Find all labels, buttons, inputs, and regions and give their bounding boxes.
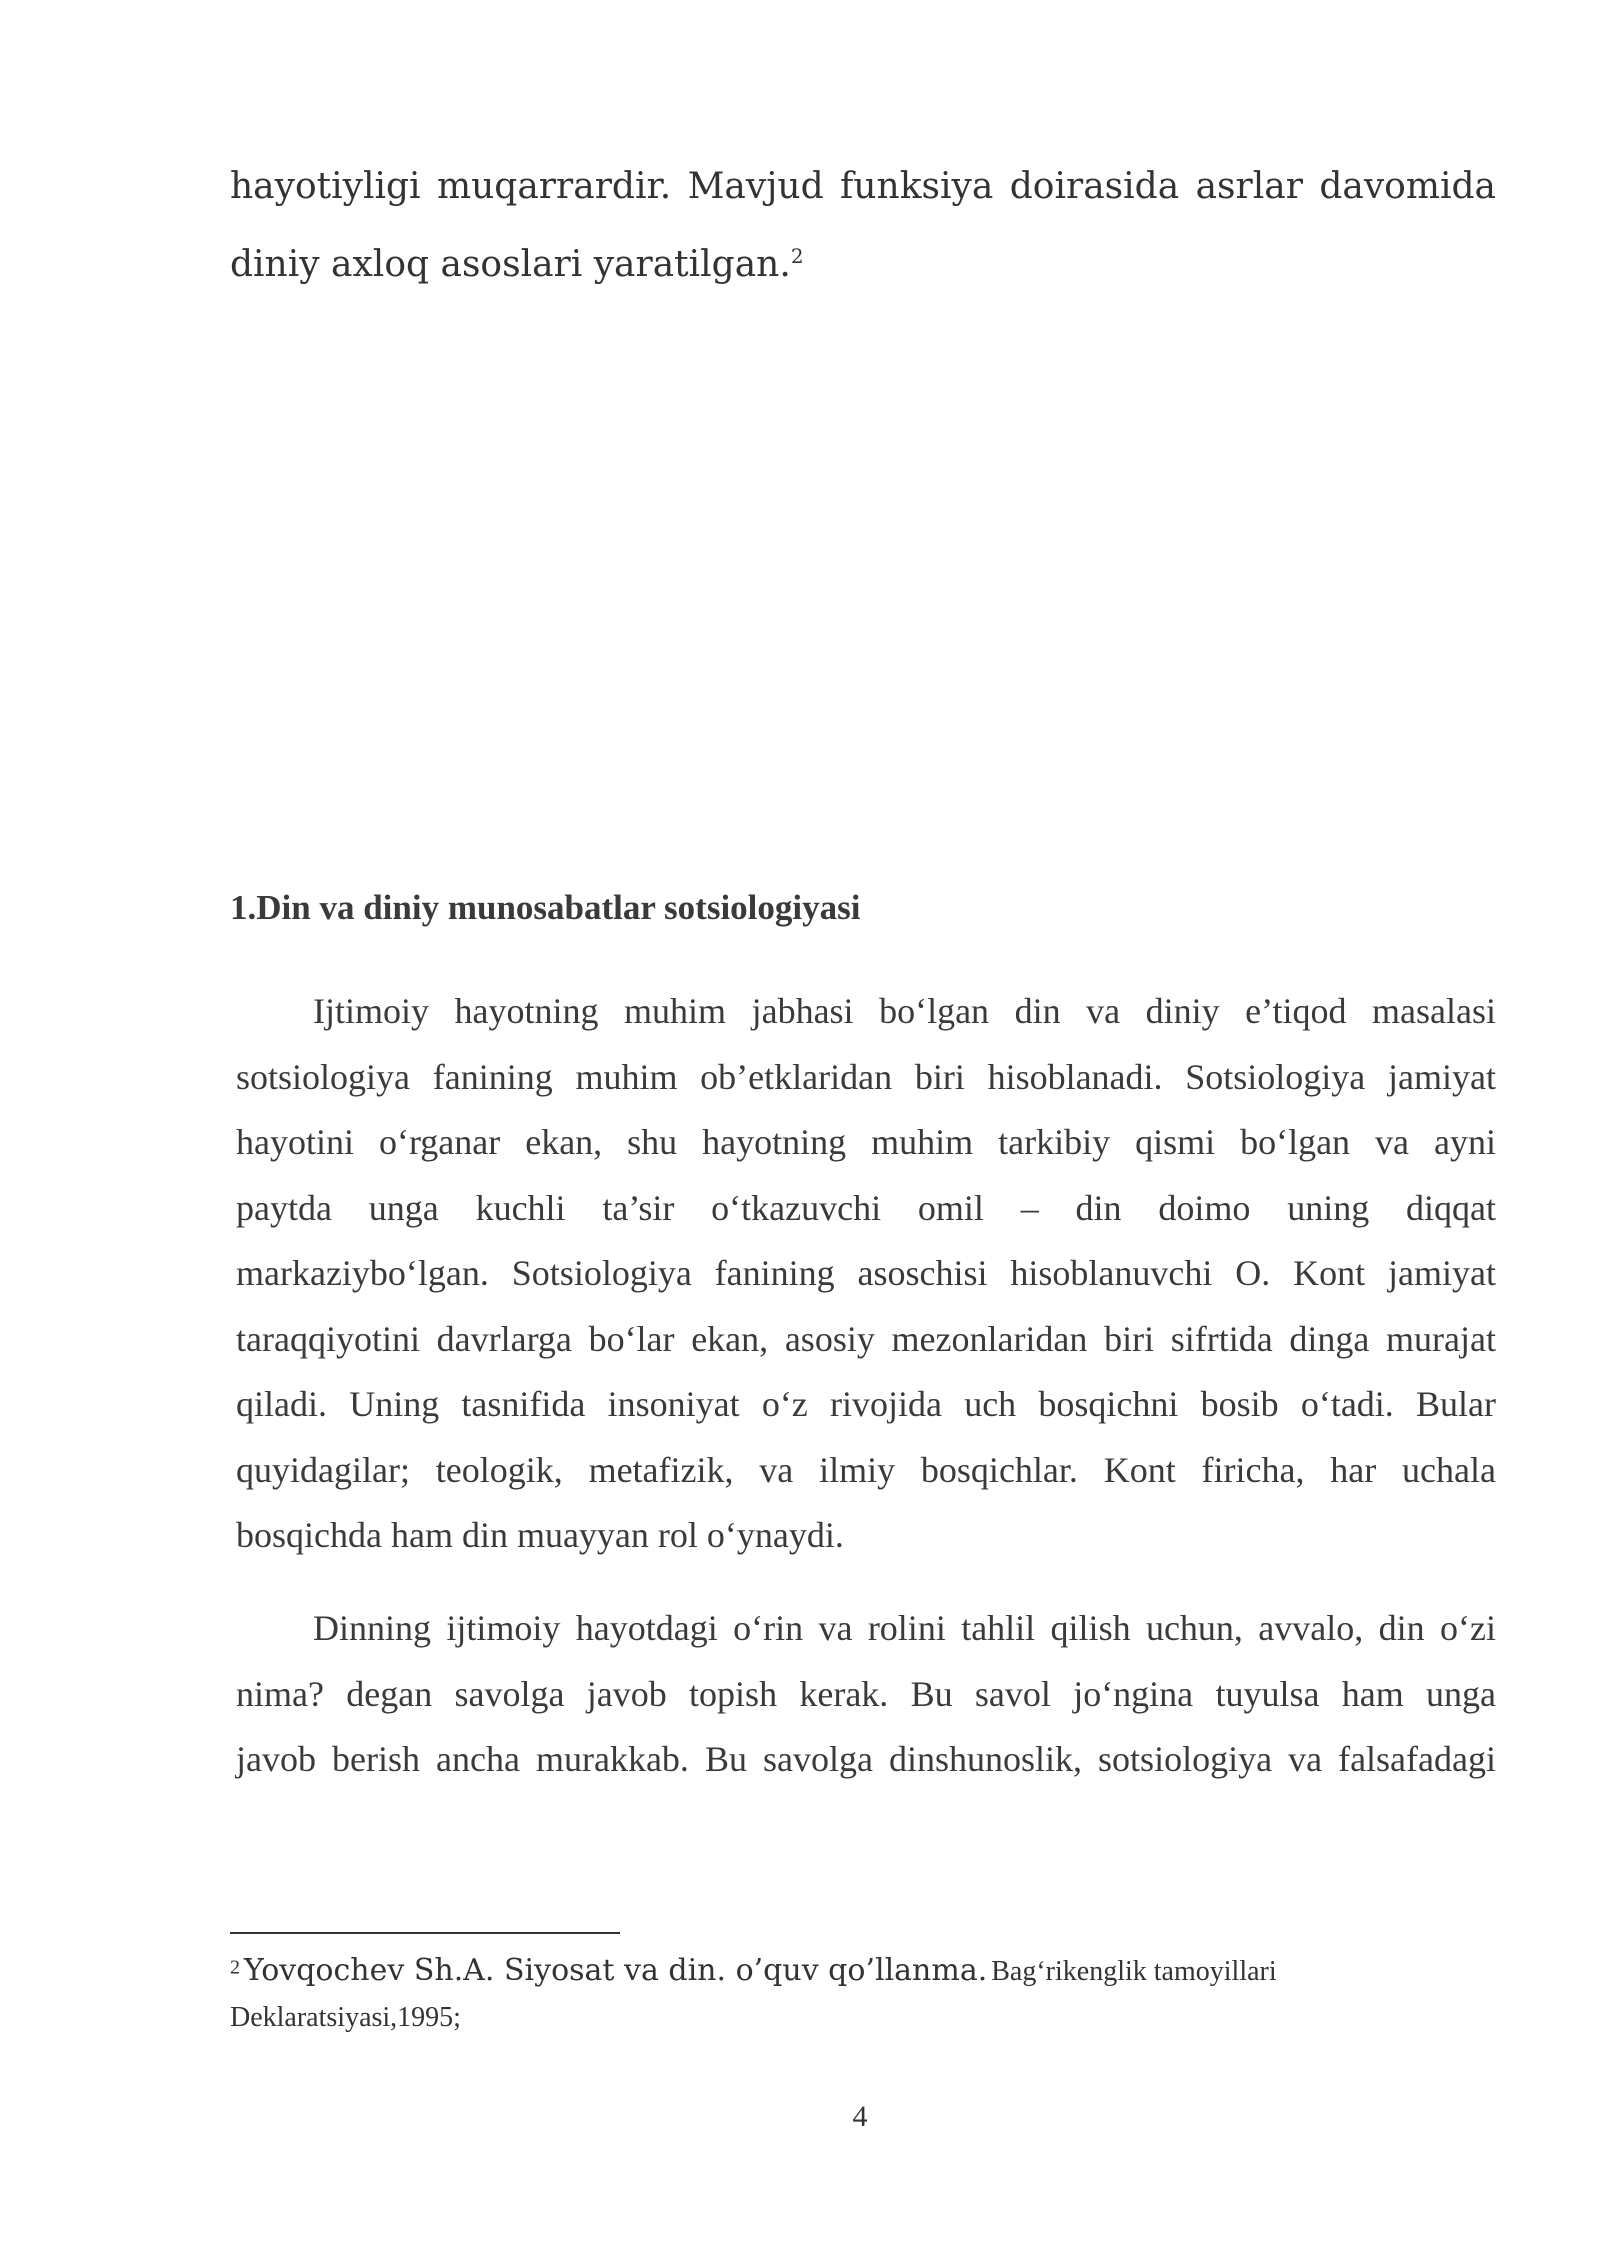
continued-paragraph <box>230 148 1496 304</box>
paragraph-line: nima? degan savolga javob topish kerak. Bu savol jo‘ngina tuyulsa ham unga <box>236 1673 1496 1714</box>
footnote-number: 2 <box>230 1956 240 1979</box>
footnote <box>230 1950 1496 2043</box>
paragraph-line: hayotini o‘rganar ekan, shu hayotning muhim tarkibiy qismi bo‘lgan va ayni <box>236 1122 1496 1162</box>
paragraph-line <box>230 226 1496 304</box>
page-number: 4 <box>852 2100 868 2133</box>
paragraph-line-text: diniy axloq asoslari yaratilgan. <box>230 244 791 285</box>
paragraph-line: paytda unga kuchli ta’sir o‘tkazuvchi omil – din doimo uning diqqat <box>236 1187 1496 1228</box>
footnote-citation-tail: Bag‘rikenglik tamoyillari <box>991 1956 1277 1987</box>
paragraph-line: Dinning ijtimoiy hayotdagi o‘rin va rolini tahlil qilish uchun, avvalo, din o‘zi <box>313 1608 1496 1648</box>
footnote-separator <box>230 1932 620 1934</box>
paragraph-line: Ijtimoiy hayotning muhim jabhasi bo‘lgan din va diniy e’tiqod masalasi <box>313 991 1496 1031</box>
section-heading: 1.Din va diniy munosabatlar sotsiologiyasi <box>230 888 861 927</box>
paragraph-line: qiladi. Uning tasnifida insoniyat o‘z rivojida uch bosqichni bosib o‘tadi. Bular <box>236 1384 1496 1424</box>
paragraph-line: hayotiyligi muqarrardir. Mavjud funksiya doirasida asrlar davomida <box>230 166 1496 207</box>
paragraph-line: javob berish ancha murakkab. Bu savolga dinshunoslik, sotsiologiya va falsafadagi <box>236 1739 1496 1779</box>
body-paragraph <box>236 1596 1496 1793</box>
footnote-citation: Yovqochev Sh.A. Siyosat va din. o’quv qo’llanma. <box>244 1953 988 1988</box>
paragraph-line: quyidagilar; teologik, metafizik, va ilmiy bosqichlar. Kont firicha, har uchala <box>236 1449 1496 1490</box>
paragraph-line: sotsiologiya fanining muhim ob’etklaridan biri hisoblanadi. Sotsiologiya jamiyat <box>236 1056 1496 1097</box>
paragraph-line: markaziybo‘lgan. Sotsiologiya fanining asoschisi hisoblanuvchi O. Kont jamiyat <box>236 1253 1496 1293</box>
footnote-reference[interactable]: 2 <box>790 244 804 268</box>
paragraph-line: taraqqiyotini davrlarga bo‘lar ekan, asosiy mezonlaridan biri sifrtida dinga murajat <box>236 1318 1496 1359</box>
paragraph-line: bosqichda ham din muayyan rol o‘ynaydi. <box>236 1515 844 1555</box>
footnote-citation-tail: Deklaratsiyasi,1995; <box>230 2002 461 2033</box>
body-paragraph <box>236 979 1496 1569</box>
